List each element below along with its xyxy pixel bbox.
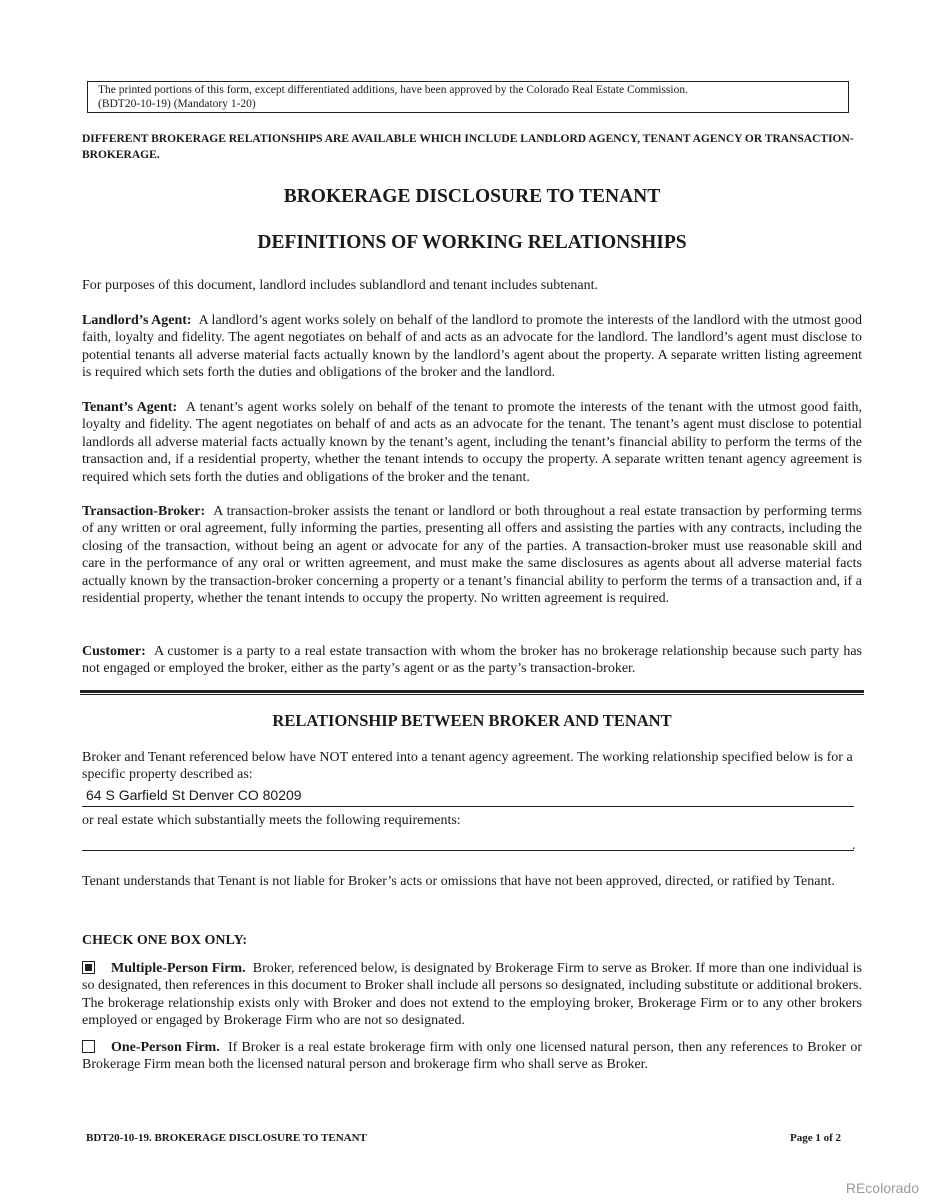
relationship-intro: Broker and Tenant referenced below have NOT entered into a tenant agency agreement. The working relationship specified below is for a specific property described as: <box>82 750 853 783</box>
approval-notice-box <box>87 81 849 113</box>
transaction-broker-term: Transaction-Broker: <box>82 504 206 519</box>
tenant-liability-statement: Tenant understands that Tenant is not liable for Broker’s acts or omissions that have not been approved, directed, or ratified by Tenant. <box>82 874 835 889</box>
transaction-broker-definition <box>82 503 862 607</box>
multiple-person-firm-checkbox[interactable] <box>82 961 95 974</box>
definitions-heading: DEFINITIONS OF WORKING RELATIONSHIPS <box>257 232 687 253</box>
landlord-agent-term: Landlord’s Agent: <box>82 313 192 328</box>
one-person-firm-term: One-Person Firm. <box>111 1040 220 1055</box>
landlord-agent-definition <box>82 312 862 382</box>
tenant-agent-term: Tenant’s Agent: <box>82 400 178 415</box>
footer-page-number: Page 1 of 2 <box>790 1132 842 1144</box>
purposes-statement: For purposes of this document, landlord includes sublandlord and tenant includes subtenant. <box>82 278 598 293</box>
one-person-firm-checkbox[interactable] <box>82 1040 95 1053</box>
one-person-firm-option <box>82 1039 862 1074</box>
multiple-person-firm-term: Multiple-Person Firm. <box>111 961 246 976</box>
or-real-estate-label: or real estate which substantially meets the following requirements: <box>82 813 461 828</box>
customer-text: A customer is a party to a real estate transaction with whom the broker has no brokerage relationship because such party has not engaged or employed the broker, either as the party’s agent or as the party’s transaction-broker. <box>82 644 863 677</box>
property-address-underline <box>82 806 854 807</box>
requirements-field[interactable] <box>82 850 854 851</box>
multiple-person-firm-text: Broker, referenced below, is designated by Brokerage Firm to serve as Broker. If more than one individual is so designated, then references in this document to Broker shall include all persons so designated, including substitute or additional brokers. The brokerage relationship exists only with Broker and does not extend to the employing broker, Brokerage Firm or to any other brokers employed or engaged by Brokerage Firm who are not so designated. <box>82 961 863 1029</box>
check-one-box-heading: CHECK ONE BOX ONLY: <box>82 933 248 948</box>
approval-notice-line-1: The printed portions of this form, except differentiated additions, have been approved by the Colorado Real Estate Commission. <box>98 84 688 96</box>
customer-definition <box>82 643 862 678</box>
customer-term: Customer: <box>82 644 146 659</box>
one-person-firm-text: If Broker is a real estate brokerage firm with only one licensed natural person, then any references to Broker or Brokerage Firm mean both the licensed natural person and brokerage firm who shall serve as Broker. <box>82 1040 862 1073</box>
recolorado-watermark: REcolorado <box>845 1180 919 1196</box>
requirements-period: . <box>852 838 856 853</box>
multiple-person-firm-option <box>82 960 862 1030</box>
tenant-agent-text: A tenant’s agent works solely on behalf of the tenant to promote the interests of the tenant with the utmost good faith, loyalty and fidelity. The agent negotiates on behalf of and acts as an advocate for the tenant. The tenant’s agent must disclose to potential landlords all adverse material facts actually known by the tenant’s agent, including the tenant’s financial ability to perform the terms of the transaction and, if a residential property, whether the tenant intends to occupy the property. A separate written tenant agency agreement is required which sets forth the duties and obligations of the broker and the tenant. <box>82 400 862 485</box>
landlord-agent-text: A landlord’s agent works solely on behalf of the landlord to promote the interests of the landlord with the utmost good faith, loyalty and fidelity. The agent negotiates on behalf of and acts as an advocate for the landlord. The landlord’s agent must disclose to potential tenants all adverse material facts actually known by the landlord’s agent about the property. A separate written listing agreement is required which sets forth the duties and obligations of the broker and the landlord. <box>82 313 862 381</box>
document-title: BROKERAGE DISCLOSURE TO TENANT <box>283 186 661 207</box>
transaction-broker-text: A transaction-broker assists the tenant or landlord or both throughout a real estate transaction by performing terms of any written or oral agreement, fully informing the parties, presenting all offers and assisting the parties with any contracts, including the closing of the transaction, without being an agent or advocate for any of the parties. A transaction-broker must use reasonable skill and care in the performance of any oral or written agreement, and must make the same disclosures as agents about all adverse material facts actually known by the transaction-broker concerning a property or a tenant’s financial ability to perform the terms of a transaction and, if a residential property, whether the tenant intends to occupy the property. No written agreement is required. <box>82 504 863 607</box>
property-address-field[interactable]: 64 S Garfield St Denver CO 80209 <box>86 787 302 803</box>
tenant-agent-definition <box>82 399 862 486</box>
brokerage-relationships-notice: DIFFERENT BROKERAGE RELATIONSHIPS ARE AVAILABLE WHICH INCLUDE LANDLORD AGENCY, TENANT AGENCY OR TRANSACTION-BROKERAGE. <box>82 133 854 161</box>
relationship-heading: RELATIONSHIP BETWEEN BROKER AND TENANT <box>272 711 672 730</box>
approval-notice-line-2: (BDT20-10-19) (Mandatory 1-20) <box>98 98 256 110</box>
section-divider <box>80 690 864 695</box>
footer-form-id: BDT20-10-19. BROKERAGE DISCLOSURE TO TENANT <box>86 1132 367 1144</box>
